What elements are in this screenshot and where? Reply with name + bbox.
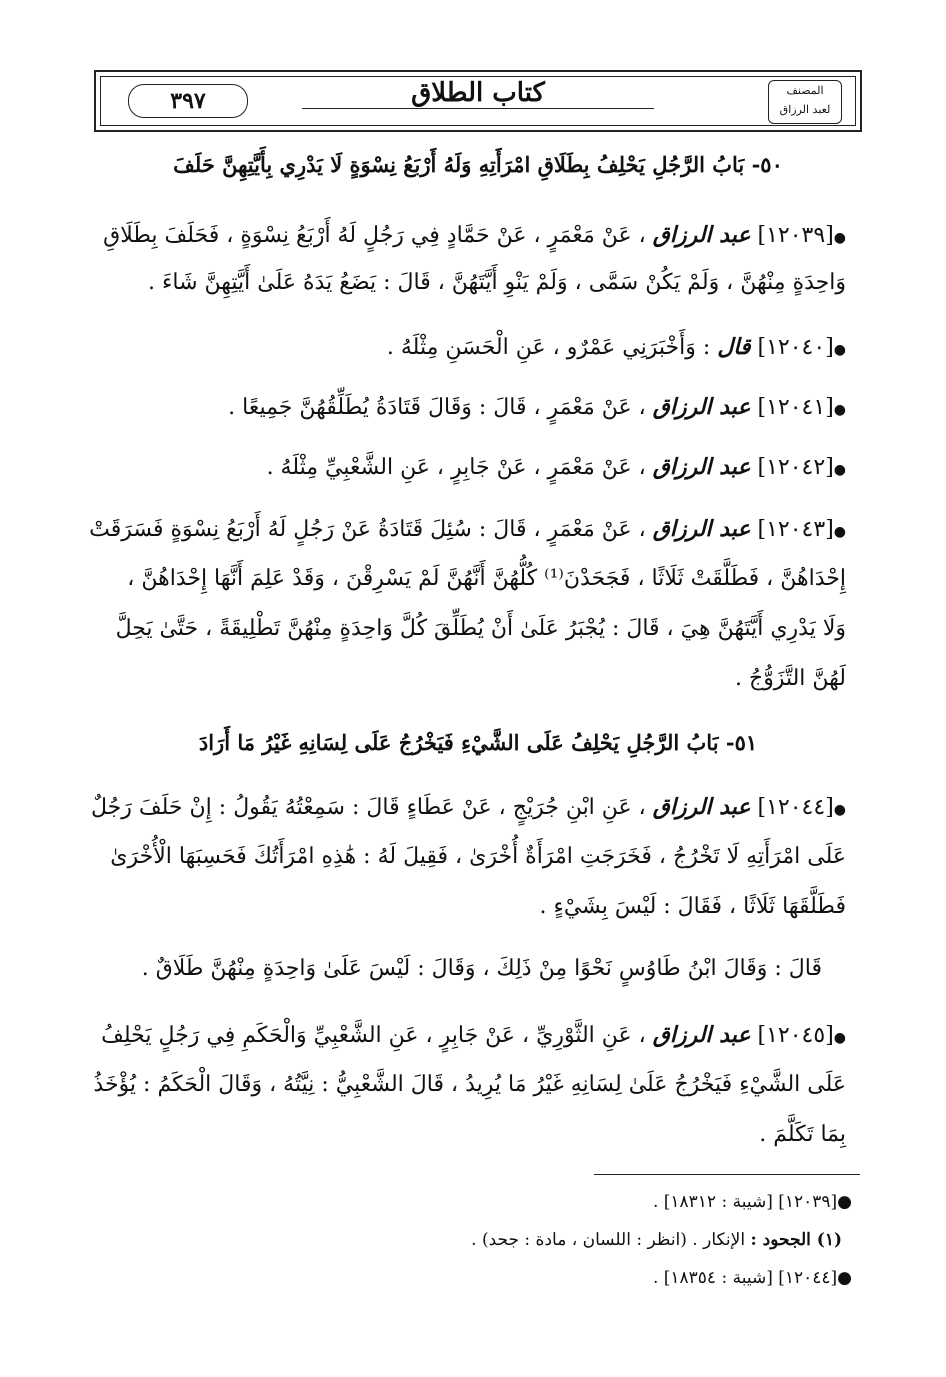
hadith-12041-line1 — [86, 394, 846, 420]
hadith-12043-line4: لَهُنَّ التَّزَوُّجُ . — [735, 666, 846, 691]
footnote-12044: ●[١٢٠٤٤] [شيبة : ١٨٣٥٤] . — [652, 1268, 852, 1288]
hadith-number: [١٢٠٤٠] — [757, 335, 834, 360]
hadith-bullet: ● — [833, 1030, 846, 1046]
book-title: كتاب الطلاق — [411, 78, 545, 108]
hadith-text: : وَأَخْبَرَنِي عَمْرٌو ، عَنِ الْحَسَنِ مِثْلَهُ . — [386, 335, 711, 360]
footnote-12039: ●[١٢٠٣٩] [شيبة : ١٨٣١٢] . — [652, 1192, 852, 1212]
hadith-12045-line2: عَلَى الشَّيْءِ فَيَخْرُجُ عَلَىٰ لِسَانِهِ غَيْرُ مَا يُرِيدُ ، قَالَ الشَّعْبِيُّ : نِيَّتُهُ ، وَقَالَ الْحَكَمُ : يُؤْخَذُ — [93, 1072, 846, 1097]
hadith-12039-line1 — [86, 222, 846, 248]
header-rule — [302, 108, 654, 109]
hadith-author: عبد الرزاق — [652, 794, 751, 820]
page-number: ٣٩٧ — [128, 84, 248, 118]
hadith-text: ، عَنِ ابْنِ جُرَيْجٍ ، عَنْ عَطَاءٍ قَالَ : سَمِعْتُهُ يَقُولُ : إِنْ حَلَفَ رَجُلٌ — [91, 795, 646, 820]
hadith-12044-line2: عَلَى امْرَأَتِهِ لَا تَخْرُجُ ، فَخَرَجَتِ امْرَأَةٌ أُخْرَىٰ ، فَقِيلَ لَهُ : هَٰذِهِ امْرَأَتُكَ فَحَسِبَهَا الْأُخْرَىٰ — [110, 844, 846, 869]
hadith-bullet: ● — [833, 342, 846, 358]
hadith-12044-line3: فَطَلَّقَهَا ثَلَاثًا ، فَقَالَ : لَيْسَ بِشَيْءٍ . — [539, 894, 846, 919]
hadith-number: [١٢٠٤٣] — [757, 517, 834, 542]
hadith-author: عبد الرزاق — [652, 394, 751, 420]
hadith-bullet: ● — [833, 462, 846, 478]
footnote-1-label: (١) الجحود : — [750, 1230, 842, 1250]
hadith-bullet: ● — [833, 802, 846, 818]
hadith-12044-line4: قَالَ : وَقَالَ ابْنُ طَاوُسٍ نَحْوًا مِنْ ذَلِكَ ، وَقَالَ : لَيْسَ عَلَىٰ وَاحِدَةٍ مِنْهُنَّ طَلَاقٌ . — [141, 956, 822, 981]
hadith-text: ، عَنْ مَعْمَرٍ ، قَالَ : سُئِلَ قَتَادَةُ عَنْ رَجُلٍ لَهُ أَرْبَعُ نِسْوَةٍ فَسَرَقَتْ — [89, 517, 646, 542]
hadith-12040-line1 — [86, 334, 846, 360]
footnote-1-text: الإنكار . (انظر : اللسان ، مادة : جحد) . — [471, 1230, 746, 1250]
hadith-12043-line3: وَلَا يَدْرِي أَيَّتَهُنَّ هِيَ ، قَالَ : يُجْبَرُ عَلَىٰ أَنْ يُطَلِّقَ كُلَّ وَاحِدَةٍ مِنْهُنَّ تَطْلِيقَةً ، حَتَّىٰ يَحِلَّ — [115, 616, 846, 641]
hadith-12044-line1 — [86, 794, 846, 820]
logo-line1: المصنف — [786, 84, 824, 97]
hadith-12045-line3: بِمَا تَكَلَّمَ . — [759, 1122, 846, 1147]
hadith-bullet: ● — [833, 524, 846, 540]
hadith-author: عبد الرزاق — [652, 222, 751, 248]
hadith-number: [١٢٠٣٩] — [757, 223, 834, 248]
hadith-text: ، عَنِ الثَّوْرِيِّ ، عَنْ جَابِرٍ ، عَنِ الشَّعْبِيِّ وَالْحَكَمِ فِي رَجُلٍ يَحْلِفُ — [101, 1023, 646, 1048]
hadith-author: عبد الرزاق — [652, 454, 751, 480]
hadith-text: ، عَنْ مَعْمَرٍ ، عَنْ جَابِرٍ ، عَنِ الشَّعْبِيِّ مِثْلَهُ . — [266, 455, 646, 480]
hadith-12043-line1 — [86, 516, 846, 542]
hadith-text: ، عَنْ مَعْمَرٍ ، قَالَ : وَقَالَ قَتَادَةُ يُطَلِّقُهُنَّ جَمِيعًا . — [228, 395, 646, 420]
hadith-text: ، عَنْ مَعْمَرٍ ، عَنْ حَمَّادٍ فِي رَجُلٍ لَهُ أَرْبَعُ نِسْوَةٍ ، فَحَلَفَ بِطَلَاقِ — [103, 223, 646, 248]
hadith-bullet: ● — [833, 402, 846, 418]
hadith-author: قال — [717, 334, 751, 360]
hadith-12039-line2: وَاحِدَةٍ مِنْهُنَّ ، وَلَمْ يَكُنْ سَمَّى ، وَلَمْ يَنْوِ أَيَّتَهُنَّ ، قَالَ : يَضَعُ يَدَهُ عَلَىٰ أَيَّتِهِنَّ شَاءَ . — [148, 270, 846, 295]
logo-line2: لعبد الرزاق — [779, 103, 831, 116]
hadith-number: [١٢٠٤٢] — [757, 455, 834, 480]
page-header — [94, 70, 862, 132]
footnote-1 — [82, 1230, 842, 1250]
hadith-bullet: ● — [833, 230, 846, 246]
hadith-number: [١٢٠٤٥] — [757, 1023, 834, 1048]
hadith-author: عبد الرزاق — [652, 516, 751, 542]
hadith-12045-line1 — [86, 1022, 846, 1048]
chapter-heading-51: ٥١- بَابُ الرَّجُلِ يَحْلِفُ عَلَى الشَّيْءِ فَيَخْرُجُ عَلَى لِسَانِهِ غَيْرُ مَا أَرَادَ — [198, 730, 758, 755]
hadith-author: عبد الرزاق — [652, 1022, 751, 1048]
hadith-12043-line2: إِحْدَاهُنَّ ، فَطَلَّقَتْ ثَلَاثًا ، فَجَحَدْنَ⁽¹⁾ كُلُّهُنَّ أَنَّهُنَّ لَمْ يَسْرِقْنَ ، وَقَدْ عَلِمَ أَنَّهَا إِحْدَاهُنَّ ، — [127, 566, 846, 591]
chapter-heading-50: ٥٠- بَابُ الرَّجُلِ يَحْلِفُ بِطَلَاقِ امْرَأَتِهِ وَلَهُ أَرْبَعُ نِسْوَةٍ لَا يَدْرِي بِأَيَّتِهِنَّ حَلَفَ — [173, 152, 783, 177]
book-logo — [768, 80, 842, 124]
footnote-rule — [594, 1174, 860, 1175]
hadith-12042-line1 — [86, 454, 846, 480]
hadith-number: [١٢٠٤١] — [757, 395, 834, 420]
hadith-number: [١٢٠٤٤] — [757, 795, 834, 820]
